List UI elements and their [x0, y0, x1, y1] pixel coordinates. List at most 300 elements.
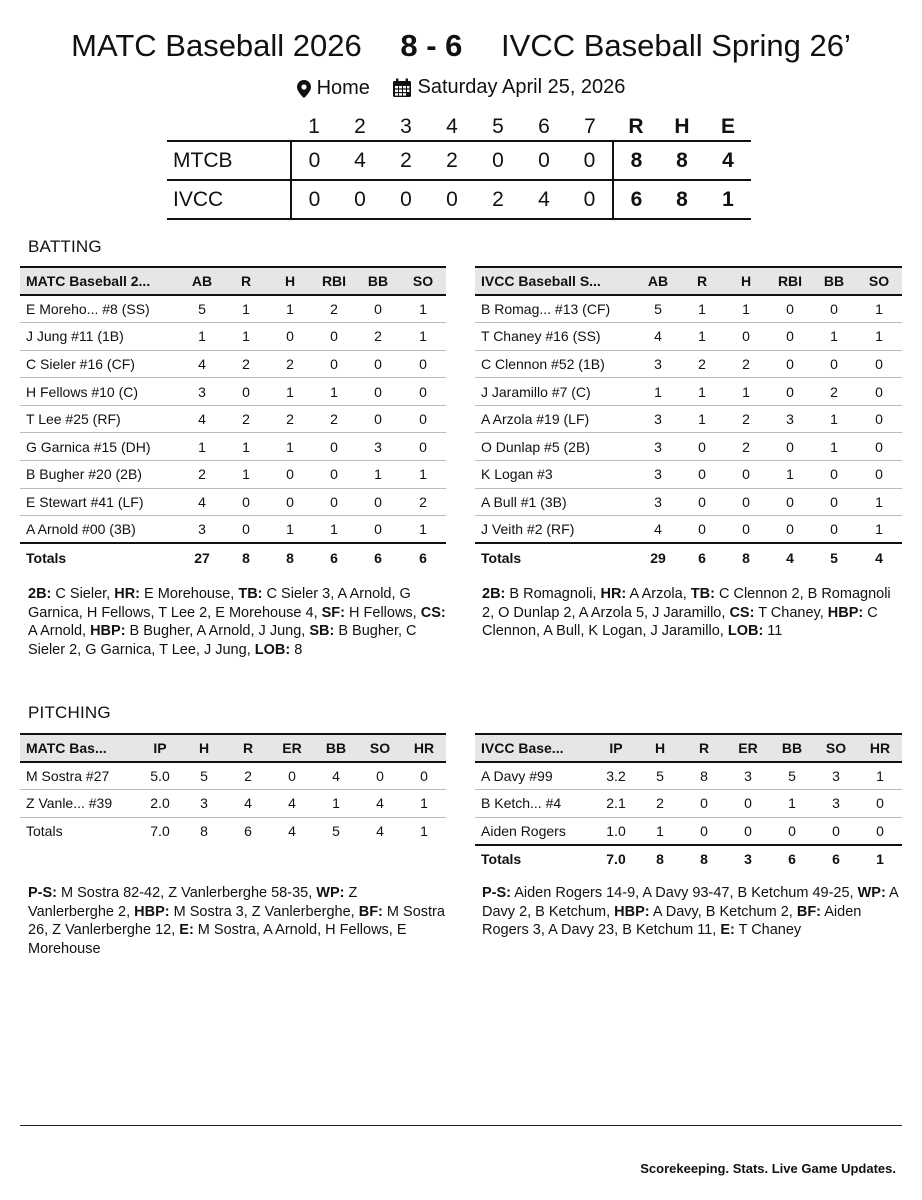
inning-score: 4	[354, 148, 366, 172]
table-row	[20, 433, 446, 461]
stat-cell: 3.2	[594, 762, 638, 790]
stat-value: A Davy, B Ketchum 2,	[649, 903, 797, 920]
line-score-header	[167, 113, 751, 141]
away-team-name: IVCC Baseball Spring 26’	[501, 28, 851, 63]
inning-score: 2	[492, 187, 504, 211]
player-name: J Jung #11 (1B)	[20, 323, 180, 351]
stat-cell: 1	[268, 516, 312, 544]
total-cell: 5	[812, 543, 856, 571]
stat-cell: 0	[356, 405, 400, 433]
stat-cell: 1	[224, 295, 268, 323]
total-cell: 4	[856, 543, 902, 571]
away-pitching-notes	[482, 884, 900, 940]
stat-value: Z Vanlerberghe 2,	[28, 885, 362, 920]
player-name: C Sieler #16 (CF)	[20, 350, 180, 378]
inning-score: 2	[400, 148, 412, 172]
player-name: Z Vanle... #39	[20, 790, 138, 818]
player-name: A Bull #1 (3B)	[475, 488, 636, 516]
table-row	[475, 323, 902, 351]
stat-cell: 0	[726, 817, 770, 845]
footer-tagline: Scorekeeping. Stats. Live Game Updates.	[640, 1161, 896, 1176]
stat-cell: 0	[312, 488, 356, 516]
stat-cell: 2	[400, 488, 446, 516]
player-name: H Fellows #10 (C)	[20, 378, 180, 406]
player-name: B Romag... #13 (CF)	[475, 295, 636, 323]
away-batting-table	[475, 266, 902, 571]
stat-cell: 1	[768, 461, 812, 489]
home-pitching-table	[20, 733, 446, 845]
column-header: BB	[325, 740, 347, 756]
stat-cell: 1	[314, 790, 358, 818]
column-header: RBI	[321, 273, 347, 289]
stat-cell: 5	[180, 295, 224, 323]
stat-cell: 0	[356, 516, 400, 544]
stat-cell: 0	[768, 378, 812, 406]
stat-cell: 2.0	[138, 790, 182, 818]
stat-cell: 1	[268, 295, 312, 323]
team-column-header: MATC Bas...	[26, 740, 107, 756]
column-header: SO	[825, 740, 847, 756]
stat-value: A Arzola,	[626, 586, 691, 602]
table-row	[475, 433, 902, 461]
stat-cell: 3	[636, 461, 680, 489]
stat-cell: 0	[270, 762, 314, 790]
date	[392, 76, 626, 99]
line-score-row-away	[167, 180, 751, 219]
stat-key: P-S:	[28, 885, 57, 901]
total-cell: 29	[636, 543, 680, 571]
stat-cell: 0	[680, 433, 724, 461]
table-row	[475, 378, 902, 406]
total-cell: 8	[268, 543, 312, 571]
stat-cell: 0	[312, 433, 356, 461]
stat-cell: 1	[856, 295, 902, 323]
stat-cell: 5	[770, 762, 814, 790]
stat-cell: 1	[312, 516, 356, 544]
total-cell: 6	[244, 823, 252, 840]
inning-header: 1	[308, 114, 320, 138]
column-header: H	[284, 273, 296, 289]
stat-cell: 1	[856, 516, 902, 544]
stat-cell: 1	[180, 433, 224, 461]
stat-key: SB:	[309, 623, 335, 639]
stat-cell: 2	[226, 762, 270, 790]
inning-score: 0	[538, 148, 550, 172]
stat-key: TB:	[690, 586, 715, 602]
column-header: BB	[823, 273, 845, 289]
stat-cell: 0	[770, 817, 814, 845]
stat-cell: 0	[400, 405, 446, 433]
team-column-header: IVCC Baseball S...	[481, 273, 601, 289]
stat-cell: 1	[268, 378, 312, 406]
stat-key: LOB:	[727, 623, 764, 639]
stat-cell: 0	[856, 461, 902, 489]
table-row	[20, 790, 446, 818]
total-cell: 3	[726, 845, 770, 873]
player-name: J Jaramillo #7 (C)	[475, 378, 636, 406]
stat-cell: 0	[812, 461, 856, 489]
table-row	[475, 461, 902, 489]
stat-cell: 0	[724, 488, 768, 516]
inning-score: 0	[400, 187, 412, 211]
stat-key: E:	[179, 922, 194, 938]
inning-score: 0	[567, 180, 613, 219]
stat-value: C Clennon 2, B Romagnoli 2, O Dunlap 2, A Arzola 5, J Jaramillo,	[482, 586, 895, 621]
stat-cell: 1	[400, 295, 446, 323]
column-header: AB	[647, 273, 669, 289]
location	[297, 77, 370, 100]
stat-cell: 0	[268, 323, 312, 351]
line-score-table	[167, 113, 751, 220]
total-runs: 6	[630, 187, 643, 211]
stat-cell: 0	[312, 461, 356, 489]
stat-cell: 1	[856, 488, 902, 516]
stat-cell: 1	[636, 378, 680, 406]
table-header	[20, 734, 446, 762]
home-batting-table	[20, 266, 446, 571]
team-abbrev: IVCC	[167, 180, 291, 219]
total-cell: 4	[288, 823, 296, 840]
home-pitching-notes	[28, 884, 449, 958]
stat-cell: 3	[814, 762, 858, 790]
player-name: A Davy #99	[475, 762, 594, 790]
stat-cell: 0	[312, 350, 356, 378]
stat-cell: 0	[680, 516, 724, 544]
column-header: IP	[609, 740, 623, 756]
inning-score: 2	[446, 148, 458, 172]
table-row	[475, 405, 902, 433]
player-name: A Arnold #00 (3B)	[20, 516, 180, 544]
stat-cell: 1	[402, 790, 446, 818]
total-hits: 8	[676, 187, 688, 211]
stat-cell: 5	[636, 295, 680, 323]
player-name: J Veith #2 (RF)	[475, 516, 636, 544]
table-row	[20, 762, 446, 790]
stat-key: E:	[720, 922, 735, 938]
stat-cell: 0	[856, 378, 902, 406]
stat-cell: 5.0	[138, 762, 182, 790]
player-name: O Dunlap #5 (2B)	[475, 433, 636, 461]
stat-cell: 2	[356, 323, 400, 351]
inning-score: 0	[567, 141, 613, 180]
stat-cell: 4	[180, 405, 224, 433]
column-header: ER	[738, 740, 758, 756]
column-header: H	[198, 740, 210, 756]
stat-cell: 0	[812, 350, 856, 378]
stat-cell: 1	[770, 790, 814, 818]
stat-cell: 5	[182, 762, 226, 790]
table-header	[20, 267, 446, 295]
column-header: BB	[367, 273, 389, 289]
stat-cell: 2	[724, 433, 768, 461]
inning-header: 2	[354, 114, 366, 138]
stat-cell: 2	[680, 350, 724, 378]
column-header: H	[654, 740, 666, 756]
stat-key: BF:	[796, 903, 822, 920]
runs-header: R	[628, 114, 644, 138]
inning-header: 5	[492, 114, 504, 138]
stat-cell: 0	[682, 817, 726, 845]
player-name: B Bugher #20 (2B)	[20, 461, 180, 489]
stat-cell: 4	[270, 790, 314, 818]
column-header: IP	[153, 740, 167, 756]
table-row	[20, 323, 446, 351]
total-runs: 8	[630, 148, 643, 172]
stat-cell: 0	[402, 762, 446, 790]
stat-cell: 0	[858, 790, 902, 818]
stat-cell: 4	[358, 790, 402, 818]
table-row	[475, 295, 902, 323]
inning-score: 0	[308, 187, 321, 211]
location-label: Home	[316, 77, 370, 99]
stat-cell: 2	[724, 350, 768, 378]
player-name: Aiden Rogers	[475, 817, 594, 845]
stat-cell: 2	[638, 790, 682, 818]
player-name: T Lee #25 (RF)	[20, 405, 180, 433]
column-header: BB	[781, 740, 803, 756]
totals-row	[20, 817, 446, 845]
total-cell: 1	[420, 823, 428, 840]
stat-cell: 3	[636, 433, 680, 461]
stat-cell: 2	[724, 405, 768, 433]
footer-divider	[20, 1125, 902, 1126]
table-row	[475, 516, 902, 544]
stat-cell: 2	[268, 405, 312, 433]
stat-cell: 1	[680, 405, 724, 433]
stat-key: LOB:	[254, 641, 291, 658]
stat-cell: 0	[356, 488, 400, 516]
stat-value: B Romagnoli,	[505, 586, 601, 602]
stat-cell: 0	[268, 461, 312, 489]
stat-cell: 1	[812, 433, 856, 461]
column-header: H	[740, 273, 752, 289]
stat-cell: 1	[638, 817, 682, 845]
stat-value: A Davy 2, B Ketchum,	[482, 885, 902, 920]
column-header: RBI	[777, 273, 803, 289]
player-name: E Stewart #41 (LF)	[20, 488, 180, 516]
column-header: SO	[412, 273, 434, 289]
stat-cell: 2	[312, 405, 356, 433]
stat-cell: 0	[400, 433, 446, 461]
stat-key: BF:	[358, 903, 383, 920]
totals-row	[475, 845, 902, 873]
stat-value: A Arnold,	[28, 604, 449, 639]
stat-value: 8	[290, 641, 303, 658]
stat-cell: 1	[400, 323, 446, 351]
stat-cell: 0	[812, 488, 856, 516]
stat-value: M Sostra, A Arnold, H Fellows, E Morehouse	[28, 922, 411, 957]
team-abbrev: MTCB	[167, 141, 291, 180]
stat-cell: 3	[182, 790, 226, 818]
stat-key: HR:	[600, 586, 627, 602]
stat-cell: 0	[358, 762, 402, 790]
player-name: M Sostra #27	[20, 762, 138, 790]
table-row	[20, 461, 446, 489]
stat-cell: 0	[768, 350, 812, 378]
table-row	[20, 516, 446, 544]
stat-cell: 0	[856, 433, 902, 461]
stat-cell: 1	[680, 295, 724, 323]
table-row	[475, 762, 902, 790]
stat-cell: 3	[356, 433, 400, 461]
stat-cell: 0	[400, 350, 446, 378]
stat-cell: 3	[814, 790, 858, 818]
stat-cell: 3	[180, 378, 224, 406]
stat-value: C Clennon, A Bull, K Logan, J Jaramillo,	[482, 604, 882, 639]
stat-cell: 3	[768, 405, 812, 433]
stat-value: Aiden Rogers 3, A Davy 23, B Ketchum 11,	[482, 903, 866, 938]
stat-cell: 3	[636, 405, 680, 433]
stat-cell: 0	[680, 461, 724, 489]
stat-key: TB:	[238, 586, 263, 602]
total-cell: 1	[858, 845, 902, 873]
stat-value: M Sostra 3, Z Vanlerberghe,	[169, 903, 359, 920]
inning-score: 0	[354, 187, 366, 211]
player-name: K Logan #3	[475, 461, 636, 489]
stat-cell: 3	[726, 762, 770, 790]
stat-key: HBP:	[90, 623, 126, 639]
game-info	[0, 76, 922, 104]
stat-cell: 0	[768, 516, 812, 544]
stat-cell: 4	[636, 323, 680, 351]
totals-row	[475, 543, 902, 571]
stat-cell: 1.0	[594, 817, 638, 845]
column-header: HR	[413, 740, 435, 756]
column-header: R	[698, 740, 710, 756]
stat-key: WP:	[857, 885, 886, 901]
totals-label: Totals	[475, 845, 594, 873]
team-column-header: MATC Baseball 2...	[26, 273, 151, 289]
total-cell: 6	[400, 543, 446, 571]
stat-value: B Bugher, A Arnold, J Jung,	[125, 623, 310, 639]
column-header: HR	[869, 740, 891, 756]
stat-key: 2B:	[482, 586, 506, 602]
table-row	[20, 378, 446, 406]
table-row	[20, 295, 446, 323]
stat-cell: 1	[224, 323, 268, 351]
stat-cell: 2	[224, 350, 268, 378]
total-cell: 8	[724, 543, 768, 571]
inning-score: 0	[308, 148, 321, 172]
stat-value: T Chaney	[734, 922, 802, 938]
table-row	[475, 790, 902, 818]
stat-cell: 4	[314, 762, 358, 790]
stat-cell: 0	[224, 378, 268, 406]
total-cell: 6	[312, 543, 356, 571]
stat-cell: 1	[680, 378, 724, 406]
stat-cell: 3	[636, 488, 680, 516]
stat-cell: 0	[768, 488, 812, 516]
total-cell: 7.0	[594, 845, 638, 873]
away-pitching-table	[475, 733, 902, 872]
stat-value: M Sostra 82-42, Z Vanlerberghe 58-35,	[57, 885, 317, 901]
stat-cell: 3	[636, 350, 680, 378]
line-score-row-home	[167, 141, 751, 180]
stat-cell: 1	[400, 516, 446, 544]
stat-cell: 2	[312, 295, 356, 323]
stat-cell: 0	[400, 378, 446, 406]
total-cell: 6	[356, 543, 400, 571]
final-score: 8 - 6	[400, 28, 463, 63]
stat-cell: 1	[724, 378, 768, 406]
stat-value: H Fellows,	[345, 604, 421, 621]
stat-cell: 1	[680, 323, 724, 351]
stat-cell: 0	[680, 488, 724, 516]
stat-cell: 0	[268, 488, 312, 516]
player-name: B Ketch... #4	[475, 790, 594, 818]
table-header	[475, 734, 902, 762]
batting-section-title: BATTING	[28, 237, 102, 256]
inning-header: 4	[446, 114, 458, 138]
home-batting-notes	[28, 585, 449, 659]
stat-cell: 0	[768, 295, 812, 323]
stat-cell: 2	[268, 350, 312, 378]
stat-cell: 4	[226, 790, 270, 818]
stat-key: CS:	[729, 604, 755, 621]
table-row	[475, 817, 902, 845]
stat-cell: 0	[814, 817, 858, 845]
stat-cell: 1	[812, 405, 856, 433]
total-cell: 8	[200, 823, 208, 840]
stat-cell: 0	[224, 488, 268, 516]
stat-key: HBP:	[827, 604, 864, 621]
totals-label: Totals	[26, 823, 63, 840]
column-header: ER	[282, 740, 302, 756]
stat-cell: 2	[812, 378, 856, 406]
stat-key: CS:	[420, 604, 446, 621]
total-errors: 4	[722, 148, 734, 172]
total-cell: 6	[770, 845, 814, 873]
stat-key: HBP:	[614, 903, 650, 920]
date-label: Saturday April 25, 2026	[417, 76, 626, 98]
column-header: R	[242, 740, 254, 756]
stat-cell: 0	[812, 295, 856, 323]
stat-cell: 1	[356, 461, 400, 489]
inning-score: 4	[538, 187, 550, 211]
stat-cell: 2	[180, 461, 224, 489]
errors-header: E	[720, 114, 735, 138]
total-cell: 8	[682, 845, 726, 873]
column-header: R	[696, 273, 708, 289]
table-row	[20, 488, 446, 516]
column-header: SO	[868, 273, 890, 289]
stat-value: T Chaney,	[754, 604, 828, 621]
team-column-header: IVCC Base...	[481, 740, 564, 756]
away-batting-notes	[482, 585, 900, 641]
stat-key: P-S:	[482, 885, 511, 901]
totals-label: Totals	[20, 543, 180, 571]
totals-label: Totals	[475, 543, 636, 571]
inning-header: 3	[400, 114, 412, 138]
stat-cell: 0	[724, 516, 768, 544]
stat-cell: 4	[180, 350, 224, 378]
total-cell: 5	[332, 823, 340, 840]
stat-key: HR:	[114, 586, 141, 602]
total-cell: 8	[224, 543, 268, 571]
totals-row	[20, 543, 446, 571]
stat-cell: 4	[180, 488, 224, 516]
stat-cell: 1	[724, 295, 768, 323]
table-row	[475, 488, 902, 516]
stat-cell: 0	[856, 405, 902, 433]
stat-value: M Sostra 26, Z Vanlerberghe 12,	[28, 903, 449, 938]
stat-cell: 2.1	[594, 790, 638, 818]
stat-cell: 1	[312, 378, 356, 406]
player-name: E Moreho... #8 (SS)	[20, 295, 180, 323]
total-cell: 6	[814, 845, 858, 873]
stat-key: 2B:	[28, 586, 52, 602]
table-header	[475, 267, 902, 295]
